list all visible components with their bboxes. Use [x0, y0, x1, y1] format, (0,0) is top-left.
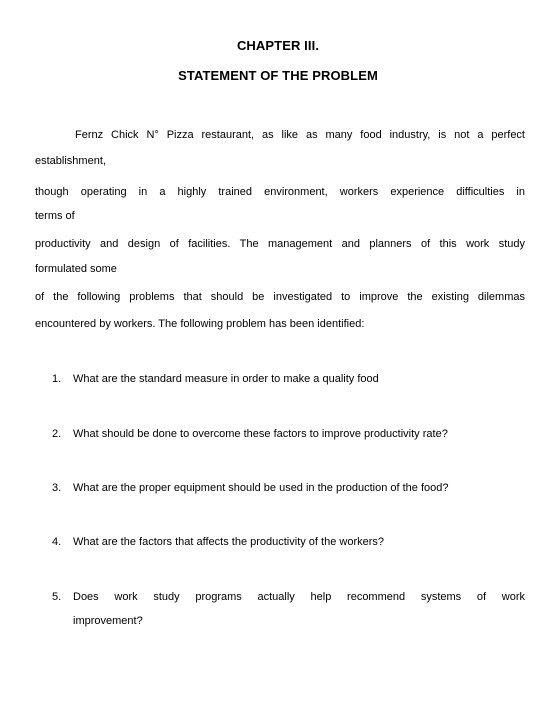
paragraph-line: Fernz Chick N° Pizza restaurant, as like as many food industry, is not a perfect [75, 129, 525, 141]
paragraph-line: productivity and design of facilities. The management and planners of this work study [35, 238, 525, 250]
list-item-text: Does work study programs actually help recommend systems of work [73, 591, 525, 603]
chapter-heading: CHAPTER III. [236, 38, 320, 53]
list-item-number: 1. [52, 373, 62, 385]
paragraph-line: formulated some [35, 263, 117, 275]
list-item-text: What are the standard measure in order to make a quality food [73, 373, 379, 385]
list-item-continuation: improvement? [73, 615, 143, 627]
list-item-number: 3. [52, 482, 62, 494]
page-title: STATEMENT OF THE PROBLEM [178, 68, 378, 83]
list-item-text: What are the factors that affects the productivity of the workers? [73, 536, 385, 548]
paragraph-line: though operating in a highly trained environment, workers experience difficulties in [35, 186, 525, 198]
list-item-text: What should be done to overcome these factors to improve productivity rate? [73, 428, 448, 440]
list-item-text: What are the proper equipment should be used in the production of the food? [73, 482, 449, 494]
list-item-number: 4. [52, 536, 62, 548]
list-item-number: 2. [52, 428, 62, 440]
list-item-number: 5. [52, 591, 62, 603]
paragraph-line: establishment, [35, 155, 106, 167]
paragraph-line: terms of [35, 210, 75, 222]
paragraph-line: encountered by workers. The following problem has been identified: [35, 318, 365, 330]
paragraph-line: of the following problems that should be investigated to improve the existing dilemmas [35, 291, 525, 303]
